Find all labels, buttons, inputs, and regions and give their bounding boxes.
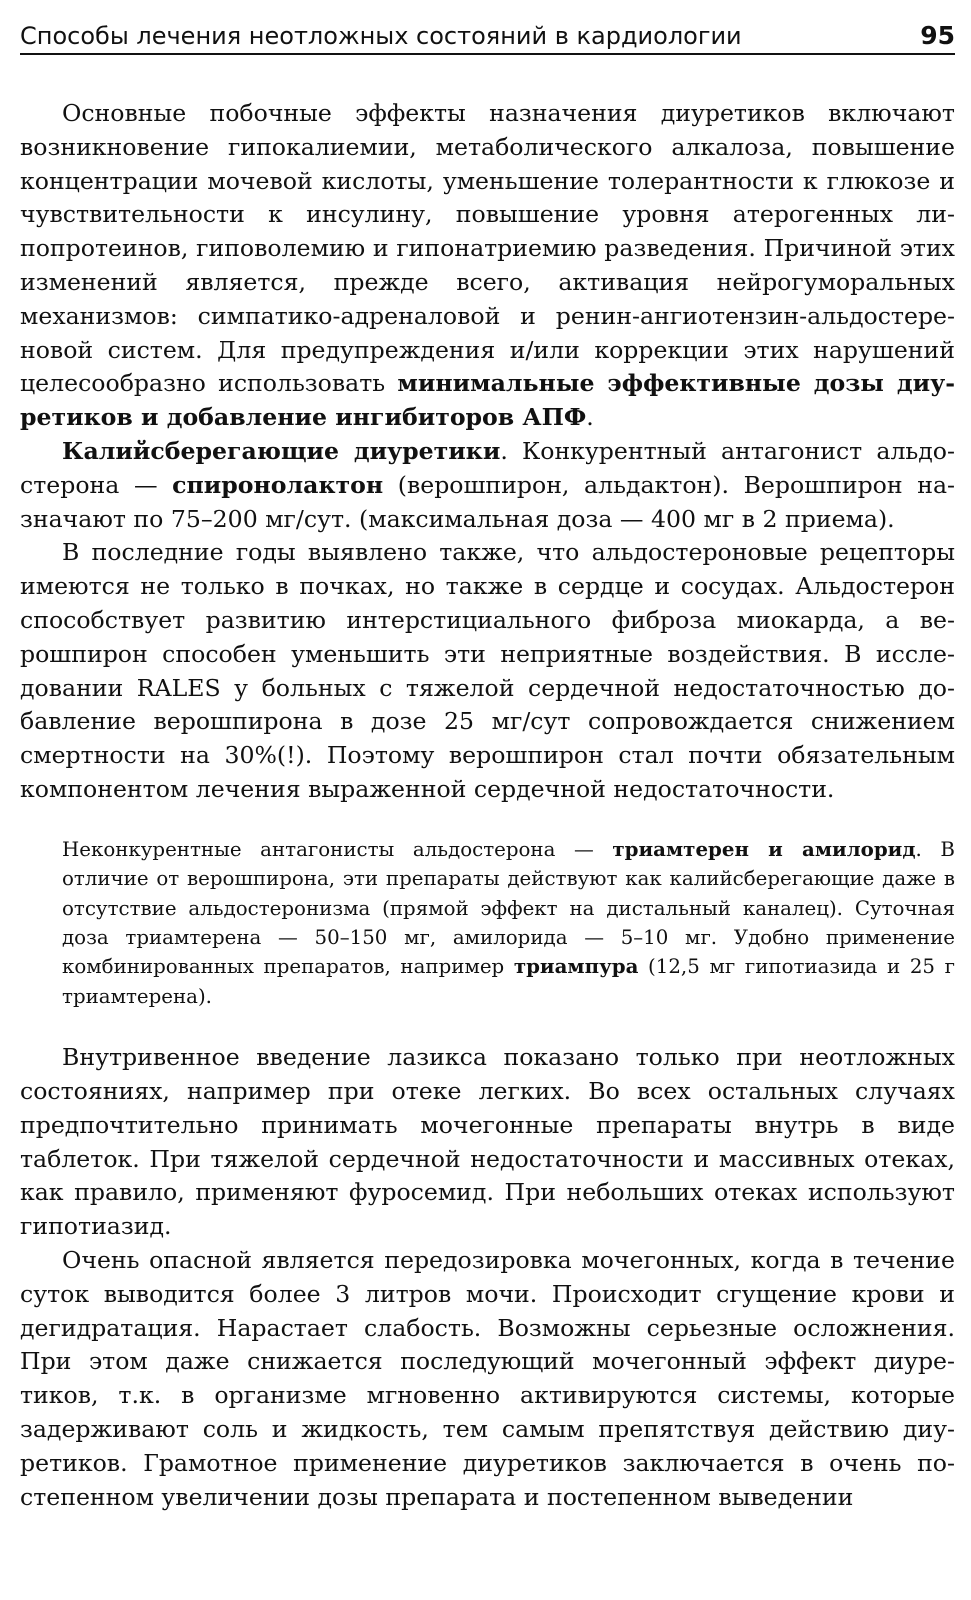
paragraph-end: . bbox=[586, 403, 594, 432]
paragraph-text: . Конкурентный антагонист альдостерона — bbox=[20, 436, 955, 499]
paragraph-side-effects bbox=[20, 97, 955, 435]
note-text: (12,5 мг гипотиазида и 25 г триамтерена). bbox=[62, 955, 955, 1008]
note-text: Неконкурентные антагонисты альдостерона — bbox=[62, 837, 613, 861]
paragraph-text: Внутривенное введение лазикса показано только при неотложных состояниях, например при отеке легких. Во всех остальных случаях предпочтительно принимать мочегонные препараты внутрь в виде таблеток. При тяжелой сердечной недостаточности и массивных отеках, как правило, применяют фуросемид. При небольших отеках используют гипотиазид. bbox=[20, 1043, 955, 1241]
emphasis-text: минимальные эффективные дозы диуретиков и добавление ингибиторов АПФ bbox=[20, 369, 956, 432]
paragraph-text: В последние годы выявлено также, что альдостероновые рецепторы имеются не только в почках, но также в сердце и сосудах. Альдостерон способствует развитию интерстициального фиброза миокарда, а верошпирон способен уменьшить эти неприятные воздействия. В исследовании RALES у больных с тяжелой сердечной недостаточностью добавление верошпирона в дозе 25 мг/сут сопровождается снижением смертности на 30%(!). Поэтому верошпирон стал почти обязательным компонентом лечения выраженной сердечной недостаточности. bbox=[20, 538, 955, 803]
paragraph-overdose bbox=[20, 1244, 955, 1514]
paragraph-text: (верошпирон, альдактон). Верошпирон назначают по 75–200 мг/сут. (максимальная доза — 400 мг в 2 приема). bbox=[20, 470, 955, 533]
term-heading: Калийсберегающие диуретики bbox=[62, 436, 501, 465]
main-text bbox=[20, 97, 955, 807]
drug-names: триамтерен и амилорид bbox=[612, 836, 916, 861]
chapter-title: Способы лечения неотложных состояний в кардиологии bbox=[20, 22, 742, 50]
paragraph-text: Основные побочные эффекты назначения диуретиков включают возникновение гипокалиемии, метаболического алкалоза, повышение концентрации мочевой кислоты, уменьшение толерантности к глюкозе и чувствительности к инсулину, повышение уровня атерогенных липопротеинов, гиповолемию и гипонатриемию разведения. Причиной этих изменений является, прежде всего, активация нейрогуморальных механизмов: симпатико-адреналовой и ренин-ангиотензин-альдостереновой систем. Для предупреждения и/или коррекции этих нарушений целесообразно использовать bbox=[20, 99, 955, 398]
paragraph-potassium-sparing bbox=[20, 435, 955, 536]
paragraph-lasix bbox=[20, 1041, 955, 1244]
main-text-continued bbox=[20, 1041, 955, 1514]
paragraph-text: Очень опасной является передозировка мочегонных, когда в течение суток выводится более 3 литров мочи. Происходит сгущение крови и дегидратация. Нарастает слабость. Возможны серьезные осложнения. При этом даже снижается последующий мочегонный эффект диуретиков, т.к. в организме мгновенно активируются системы, которые задерживают соль и жидкость, тем самым препятствуя действию диуретиков. Грамотное применение диуретиков заключается в очень постепенном увеличении дозы препарата и постепенном выведении bbox=[20, 1245, 955, 1511]
page-number: 95 bbox=[920, 21, 955, 50]
running-header bbox=[20, 18, 955, 55]
book-page bbox=[20, 18, 955, 1578]
note-block bbox=[62, 835, 955, 1011]
drug-name: триампура bbox=[513, 954, 639, 979]
drug-name: спиронолактон bbox=[172, 470, 384, 499]
paragraph-aldosterone-receptors bbox=[20, 536, 955, 806]
note-text: . В отличие от верошпирона, эти препараты действуют как калийсберегающие даже в отсутствие альдостеронизма (прямой эффект на дистальный каналец). Суточная доза триамтерена — 50–150 мг, амилорида — 5–10 мг. Удобно применение комбинированных препаратов, например bbox=[62, 837, 955, 979]
note-paragraph bbox=[62, 835, 955, 1011]
